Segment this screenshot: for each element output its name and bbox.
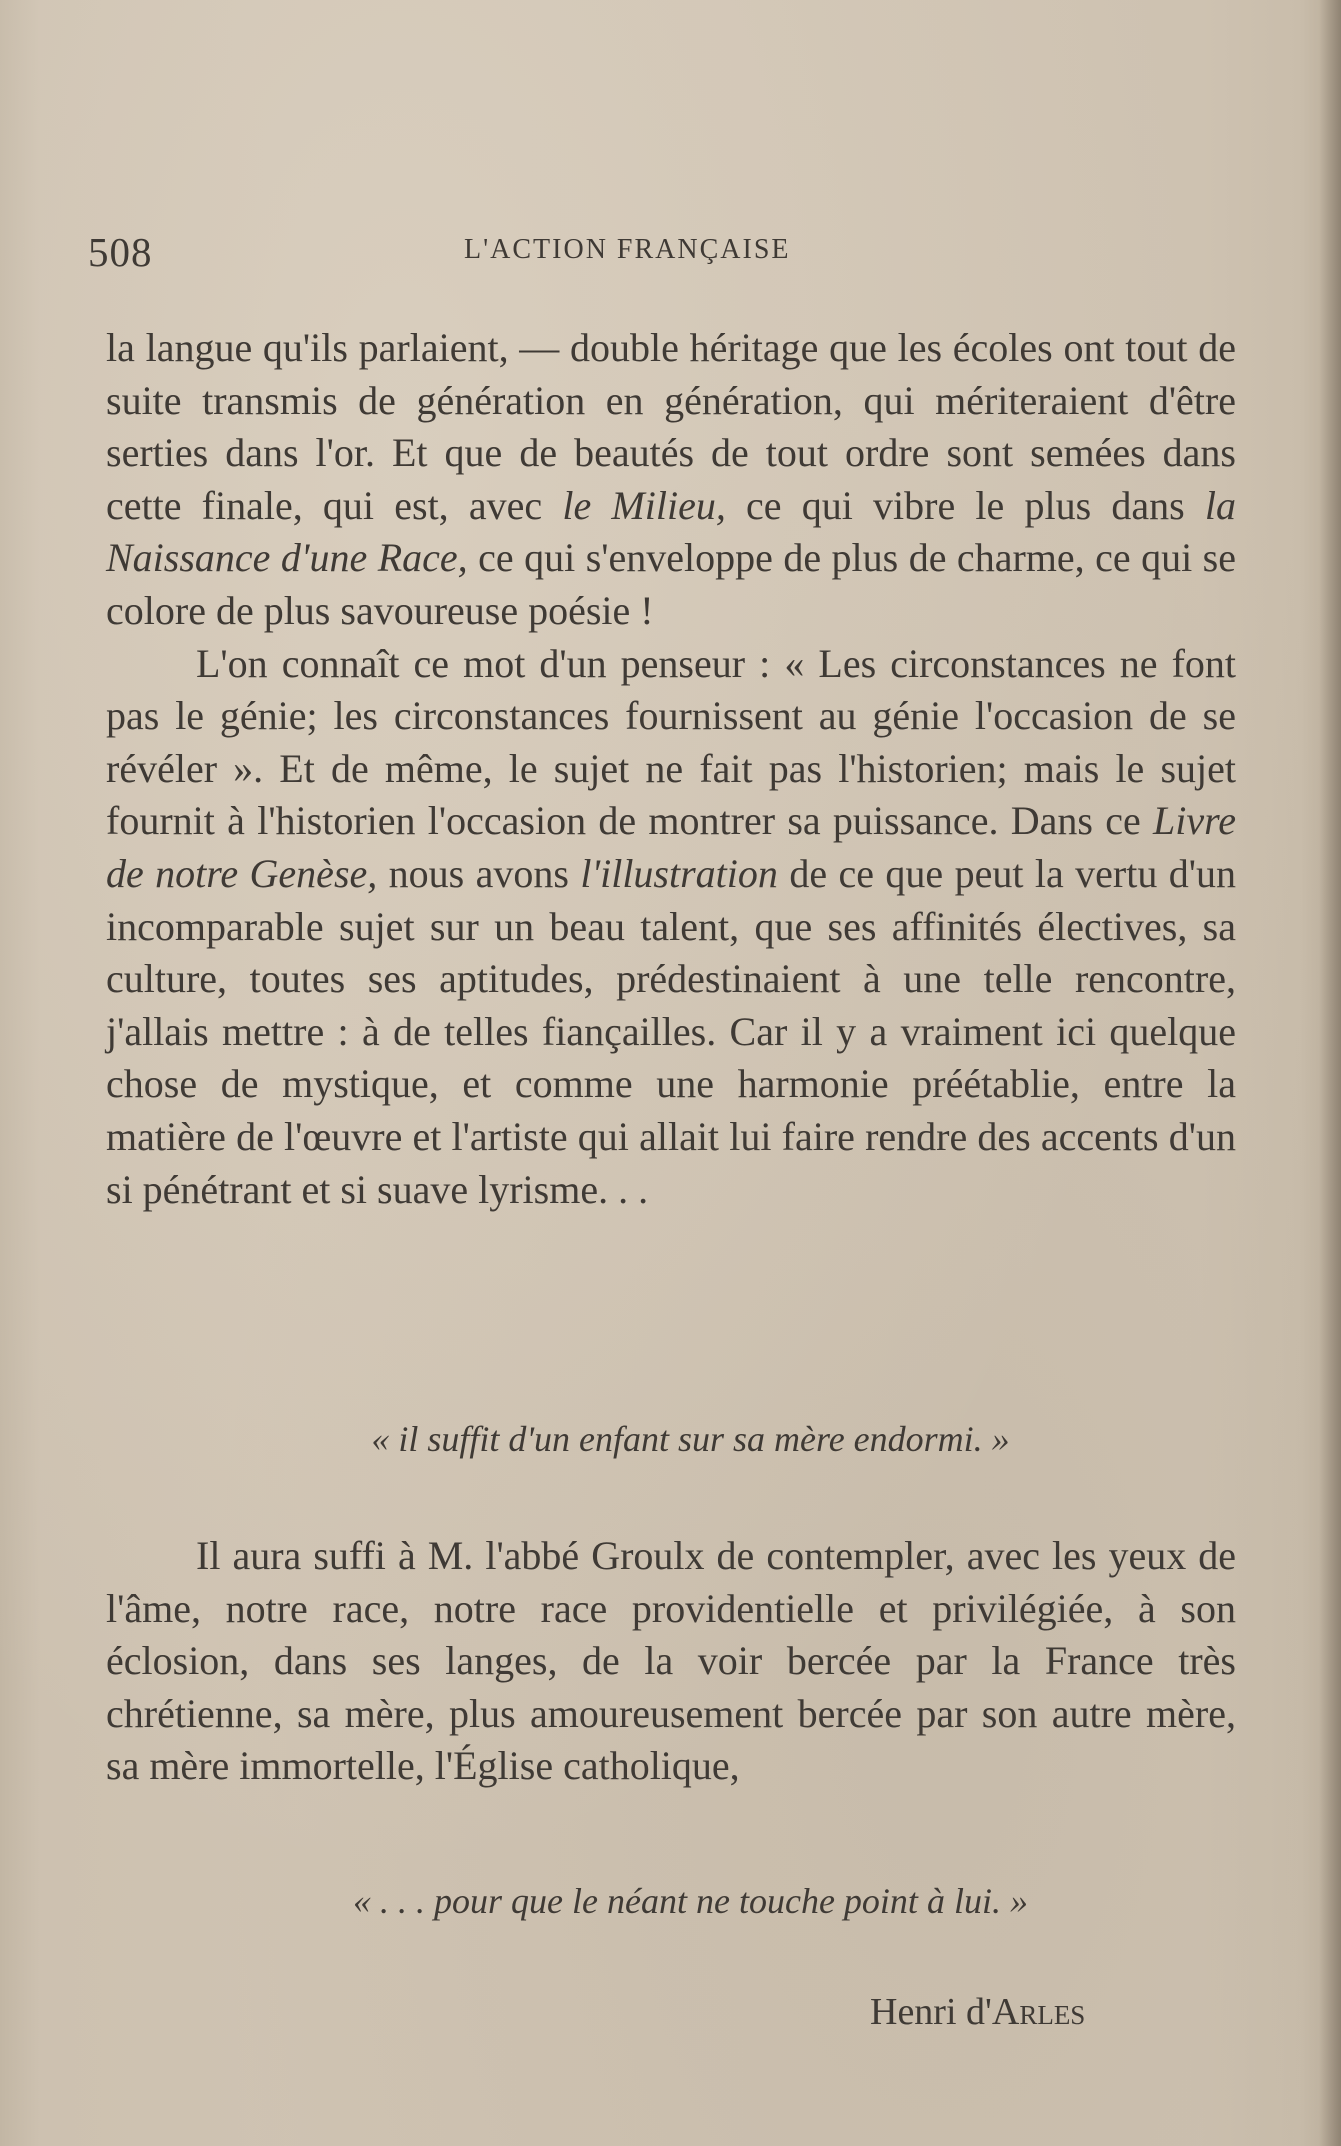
paragraph-2-text-c: de ce que peut la vertu d'un incomparable sujet sur un beau talent, que ses affinités électives, sa culture, toutes ses aptitudes, prédestinaient à une telle rencontre, j'allais mettre : à de telles fiançailles. Car il y a vraiment ici quelque chose de mystique, et comme une harmonie préétablie, entre la matière de l'œuvre et l'artiste qui allait lui faire rendre des accents d'un si pénétrant et si suave lyrisme. . . (106, 850, 1236, 1212)
page-header (88, 228, 1268, 288)
paragraph-1 (106, 322, 1236, 638)
verse-quote-2: « . . . pour que le néant ne touche point à lui. » (353, 1881, 1028, 1921)
paragraph-2-text-b: nous avons (377, 850, 581, 896)
running-title: L'ACTION FRANÇAISE (464, 234, 791, 265)
signature-last: Arles (991, 1991, 1086, 2033)
page-number: 508 (88, 229, 153, 275)
paragraph-2-italic-a: Livre de notre Genèse, (106, 798, 1236, 896)
paragraph-1-italic-b: la Naissance d'une Race, (106, 482, 1237, 581)
paragraph-1-text-c: ce qui s'enveloppe de plus de charme, ce qui se colore de plus savoureuse poésie ! (106, 535, 1236, 633)
verse-quote-1: « il suffit d'un enfant sur sa mère endormi. » (371, 1419, 1010, 1459)
paragraph-1-text-a: la langue qu'ils parlaient, — double héritage que les écoles ont tout de suite transmis de génération en génération, qui mériteraient d'être serties dans l'or. Et que de beautés de tout ordre sont semées dans cette finale, qui est, avec (106, 325, 1236, 528)
paragraph-2-italic-b: l'illustration (580, 850, 778, 896)
body-text (106, 322, 1236, 1216)
paragraph-2-text-a: L'on connaît ce mot d'un penseur : « Les circonstances ne font pas le génie; les circonstances fournissent au génie l'occasion de se révéler ». Et de même, le sujet ne fait pas l'historien; mais le sujet fournit à l'historien l'occasion de montrer sa puissance. Dans ce (106, 640, 1236, 844)
paragraph-1-text-b: ce qui vibre le plus dans (725, 482, 1205, 528)
page-edge-shadow (1319, 0, 1341, 2146)
paragraph-3: Il aura suffi à M. l'abbé Groulx de contempler, avec les yeux de l'âme, notre race, notre race providentielle et privilégiée, à son éclosion, dans ses langes, de la voir bercée par la France très chrétienne, sa mère, plus amoureusement bercée par son autre mère, sa mère immortelle, l'Église catholique, (106, 1533, 1236, 1789)
paragraph-2 (106, 638, 1236, 1217)
signature-first: Henri d' (870, 1991, 992, 2033)
paragraph-1-italic-a: le Milieu, (562, 482, 726, 528)
author-signature (870, 1990, 1085, 2034)
